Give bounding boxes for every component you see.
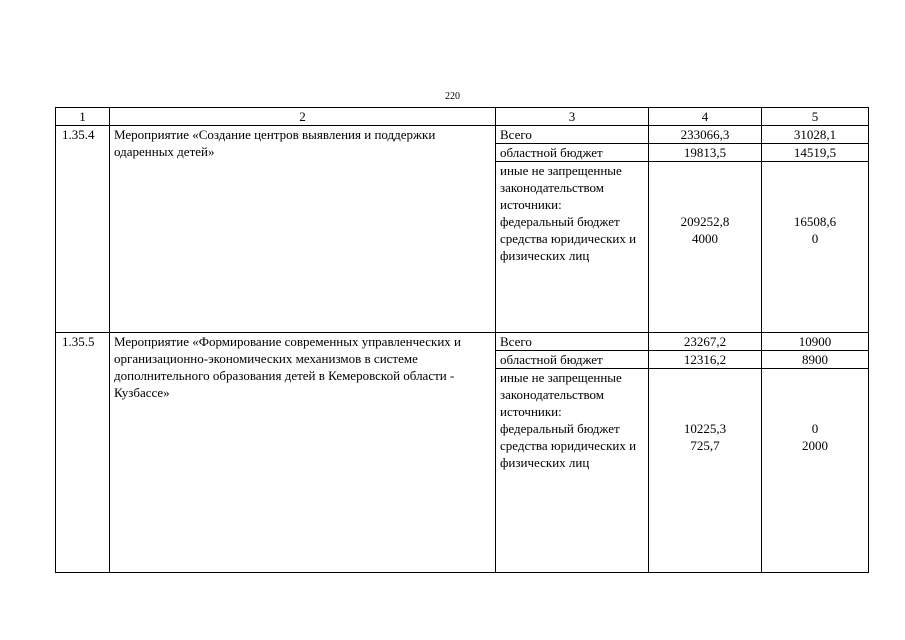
sources-col5 — [762, 369, 869, 573]
federal-col4: 10225,3 — [683, 421, 727, 436]
row-code: 1.35.4 — [56, 126, 110, 333]
federal-label: федеральный бюджет — [500, 214, 620, 229]
total-col5: 10900 — [762, 333, 869, 351]
total-label: Всего — [496, 333, 649, 351]
page-number: 220 — [445, 91, 460, 102]
header-col-3: 3 — [496, 108, 649, 126]
legal-col4: 725,7 — [690, 438, 720, 453]
header-col-4: 4 — [649, 108, 762, 126]
legal-col5: 0 — [811, 231, 819, 246]
other-sources-label: иные не запрещенные законодательством источники: — [500, 370, 622, 419]
header-row — [56, 108, 869, 126]
federal-col5: 0 — [811, 421, 819, 436]
regional-col4: 19813,5 — [649, 144, 762, 162]
total-col4: 23267,2 — [649, 333, 762, 351]
header-col-5: 5 — [762, 108, 869, 126]
table-row — [56, 333, 869, 351]
regional-col4: 12316,2 — [649, 351, 762, 369]
sources-col4 — [649, 162, 762, 333]
regional-label: областной бюджет — [496, 351, 649, 369]
regional-col5: 14519,5 — [762, 144, 869, 162]
program-table — [55, 107, 869, 573]
federal-col4: 209252,8 — [680, 214, 730, 229]
total-col5: 31028,1 — [762, 126, 869, 144]
legal-label: средства юридических и физических лиц — [500, 231, 637, 263]
sources-cell — [496, 369, 649, 573]
federal-label: федеральный бюджет — [500, 421, 620, 436]
legal-col5: 2000 — [802, 438, 828, 453]
other-sources-label: иные не запрещенные законодательством источники: — [500, 163, 622, 212]
sources-cell — [496, 162, 649, 333]
regional-label: областной бюджет — [496, 144, 649, 162]
row-name: Мероприятие «Создание центров выявления и поддержки одаренных детей» — [110, 126, 496, 333]
row-code: 1.35.5 — [56, 333, 110, 573]
legal-col4: 4000 — [692, 231, 718, 246]
sources-col5 — [762, 162, 869, 333]
federal-col5: 16508,6 — [793, 214, 837, 229]
total-label: Всего — [496, 126, 649, 144]
regional-col5: 8900 — [762, 351, 869, 369]
header-col-2: 2 — [110, 108, 496, 126]
legal-label: средства юридических и физических лиц — [500, 438, 637, 470]
table-row — [56, 126, 869, 144]
total-col4: 233066,3 — [649, 126, 762, 144]
row-name: Мероприятие «Формирование современных управленческих и организационно-экономических механизмов в системе дополнительного образования детей в Кемеровской области - Кузбассе» — [110, 333, 496, 573]
sources-col4 — [649, 369, 762, 573]
header-col-1: 1 — [56, 108, 110, 126]
